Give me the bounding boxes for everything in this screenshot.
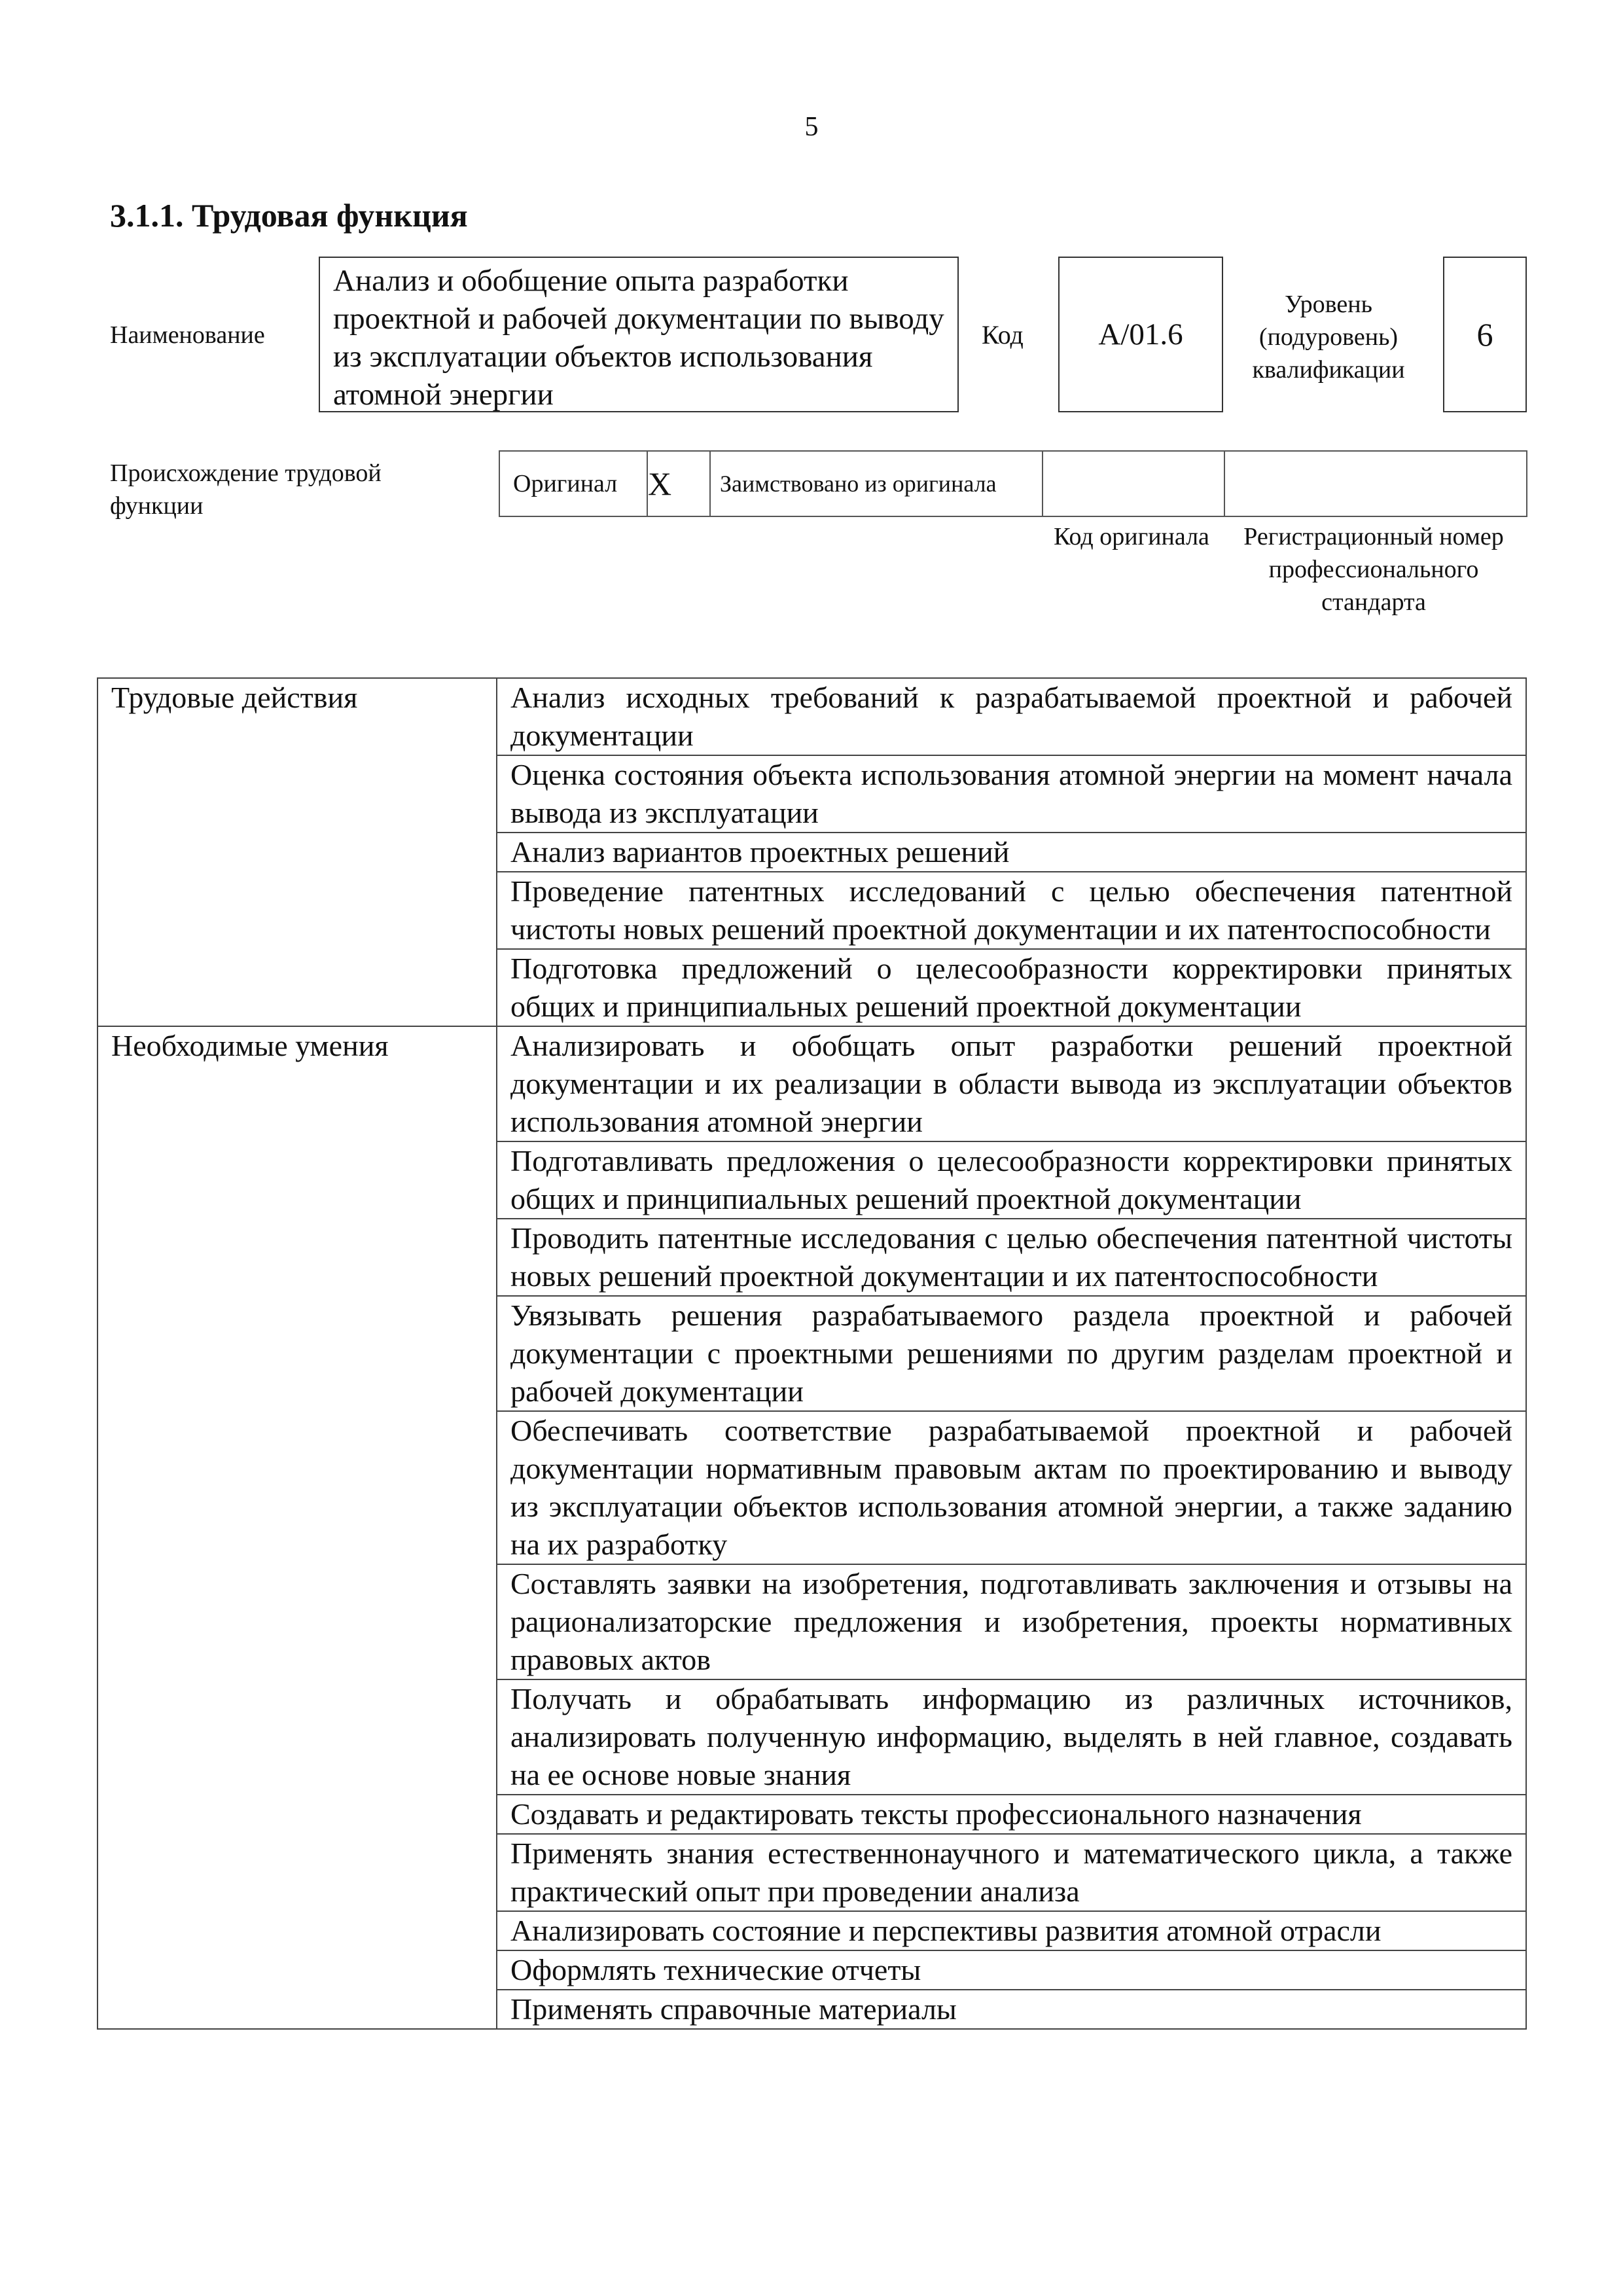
list-item: Проводить патентные исследования с целью обеспечения патентной чистоты новых решений проектной документации и их патентоспособности bbox=[497, 1219, 1526, 1296]
function-details-table bbox=[97, 677, 1527, 2030]
list-item: Проведение патентных исследований с целью обеспечения патентной чистоты новых решений проектной документации и их патентоспособности bbox=[497, 872, 1526, 949]
page-number: 5 bbox=[804, 112, 819, 142]
list-item: Применять справочные материалы bbox=[497, 1990, 1526, 2029]
registration-number-caption: Регистрационный номер профессионального стандарта bbox=[1243, 523, 1504, 616]
list-item: Оформлять технические отчеты bbox=[497, 1950, 1526, 1990]
function-name-box: Анализ и обобщение опыта разработки проектной и рабочей документации по выводу из эксплуатации объектов использования атомной энергии bbox=[319, 257, 959, 412]
list-item: Оценка состояния объекта использования атомной энергии на момент начала вывода из эксплуатации bbox=[497, 755, 1526, 833]
table-row bbox=[98, 1026, 1526, 1141]
table-row bbox=[98, 678, 1526, 755]
list-item: Подготавливать предложения о целесообразности корректировки принятых общих и принципиальных решений проектной документации bbox=[497, 1141, 1526, 1219]
list-item: Анализ вариантов проектных решений bbox=[497, 833, 1526, 872]
list-item: Анализировать и обобщать опыт разработки решений проектной документации и их реализации в области вывода из эксплуатации объектов использования атомной энергии bbox=[497, 1026, 1526, 1141]
list-item: Анализировать состояние и перспективы развития атомной отрасли bbox=[497, 1911, 1526, 1950]
original-cell: Оригинал bbox=[499, 451, 647, 516]
group-title: Необходимые умения bbox=[98, 1026, 497, 2029]
list-item: Анализ исходных требований к разрабатываемой проектной и рабочей документации bbox=[497, 678, 1526, 755]
code-box: A/01.6 bbox=[1058, 257, 1223, 412]
list-item: Составлять заявки на изобретения, подготавливать заключения и отзывы на рационализаторские предложения и изобретения, проекты нормативных правовых актов bbox=[497, 1564, 1526, 1679]
name-label: Наименование bbox=[110, 321, 265, 349]
list-item: Получать и обрабатывать информацию из различных источников, анализировать полученную информацию, выделять в ней главное, создавать на ее основе новые знания bbox=[497, 1679, 1526, 1795]
list-item: Увязывать решения разрабатываемого раздела проектной и рабочей документации с проектными решениями по другим разделам проектной и рабочей документации bbox=[497, 1296, 1526, 1411]
level-label: Уровень (подуровень) квалификации bbox=[1252, 291, 1405, 384]
origin-table bbox=[499, 450, 1527, 517]
level-box: 6 bbox=[1443, 257, 1527, 412]
list-item: Обеспечивать соответствие разрабатываемой проектной и рабочей документации нормативным правовым актам по проектированию и выводу из эксплуатации объектов использования атомной энергии, а также заданию на их разработку bbox=[497, 1411, 1526, 1564]
origin-label: Происхождение трудовой функции bbox=[110, 459, 382, 520]
list-item: Подготовка предложений о целесообразности корректировки принятых общих и принципиальных решений проектной документации bbox=[497, 949, 1526, 1026]
section-title: 3.1.1. Трудовая функция bbox=[110, 197, 468, 234]
registration-number-cell bbox=[1224, 451, 1527, 516]
original-code-caption: Код оригинала bbox=[1054, 523, 1209, 550]
list-item: Применять знания естественнонаучного и математического цикла, а также практический опыт при проведении анализа bbox=[497, 1834, 1526, 1911]
original-code-cell bbox=[1043, 451, 1224, 516]
original-mark-cell: X bbox=[647, 451, 710, 516]
group-title: Трудовые действия bbox=[98, 678, 497, 1026]
borrowed-cell: Заимствовано из оригинала bbox=[710, 451, 1043, 516]
list-item: Создавать и редактировать тексты профессионального назначения bbox=[497, 1795, 1526, 1834]
code-label: Код bbox=[982, 320, 1024, 350]
